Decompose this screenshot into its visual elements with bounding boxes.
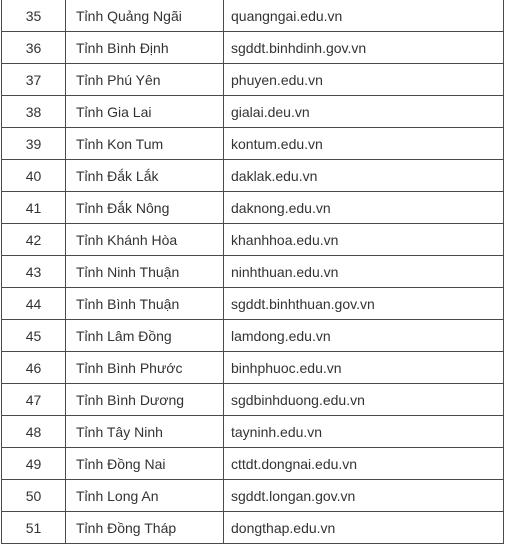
province-name: Tỉnh Gia Lai <box>66 96 224 128</box>
table-row <box>2 288 504 320</box>
website-url: daknong.edu.vn <box>224 192 504 224</box>
table-body <box>2 0 504 544</box>
website-url: sgddt.longan.gov.vn <box>224 480 504 512</box>
table-row <box>2 352 504 384</box>
province-website-table <box>1 0 504 544</box>
row-number: 37 <box>2 64 66 96</box>
row-number: 49 <box>2 448 66 480</box>
website-url: khanhhoa.edu.vn <box>224 224 504 256</box>
table-row <box>2 32 504 64</box>
table-row <box>2 384 504 416</box>
table-row <box>2 448 504 480</box>
province-name: Tỉnh Phú Yên <box>66 64 224 96</box>
website-url: sgdbinhduong.edu.vn <box>224 384 504 416</box>
province-name: Tỉnh Đồng Tháp <box>66 512 224 544</box>
table-row <box>2 96 504 128</box>
province-name: Tỉnh Bình Dương <box>66 384 224 416</box>
website-url: sgddt.binhthuan.gov.vn <box>224 288 504 320</box>
table-row <box>2 224 504 256</box>
province-name: Tỉnh Đồng Nai <box>66 448 224 480</box>
table-row <box>2 0 504 32</box>
website-url: phuyen.edu.vn <box>224 64 504 96</box>
website-url: kontum.edu.vn <box>224 128 504 160</box>
website-url: tayninh.edu.vn <box>224 416 504 448</box>
province-name: Tỉnh Bình Định <box>66 32 224 64</box>
province-name: Tỉnh Quảng Ngãi <box>66 0 224 32</box>
table-row <box>2 64 504 96</box>
row-number: 47 <box>2 384 66 416</box>
website-url: dongthap.edu.vn <box>224 512 504 544</box>
website-url: sgddt.binhdinh.gov.vn <box>224 32 504 64</box>
table-row <box>2 416 504 448</box>
row-number: 44 <box>2 288 66 320</box>
website-url: gialai.deu.vn <box>224 96 504 128</box>
province-name: Tỉnh Đắk Nông <box>66 192 224 224</box>
website-url: quangngai.edu.vn <box>224 0 504 32</box>
row-number: 40 <box>2 160 66 192</box>
row-number: 36 <box>2 32 66 64</box>
website-url: daklak.edu.vn <box>224 160 504 192</box>
table-row <box>2 480 504 512</box>
province-name: Tỉnh Bình Thuận <box>66 288 224 320</box>
website-url: cttdt.dongnai.edu.vn <box>224 448 504 480</box>
province-name: Tỉnh Long An <box>66 480 224 512</box>
province-name: Tỉnh Bình Phước <box>66 352 224 384</box>
row-number: 46 <box>2 352 66 384</box>
table-row <box>2 160 504 192</box>
row-number: 45 <box>2 320 66 352</box>
row-number: 42 <box>2 224 66 256</box>
province-name: Tỉnh Kon Tum <box>66 128 224 160</box>
row-number: 43 <box>2 256 66 288</box>
table-row <box>2 512 504 544</box>
row-number: 38 <box>2 96 66 128</box>
province-name: Tỉnh Tây Ninh <box>66 416 224 448</box>
row-number: 51 <box>2 512 66 544</box>
website-url: ninhthuan.edu.vn <box>224 256 504 288</box>
table-row <box>2 192 504 224</box>
row-number: 48 <box>2 416 66 448</box>
row-number: 39 <box>2 128 66 160</box>
website-url: binhphuoc.edu.vn <box>224 352 504 384</box>
table-row <box>2 256 504 288</box>
row-number: 50 <box>2 480 66 512</box>
website-url: lamdong.edu.vn <box>224 320 504 352</box>
province-name: Tỉnh Đắk Lắk <box>66 160 224 192</box>
province-name: Tỉnh Khánh Hòa <box>66 224 224 256</box>
table-row <box>2 320 504 352</box>
table-row <box>2 128 504 160</box>
province-name: Tỉnh Lâm Đồng <box>66 320 224 352</box>
row-number: 35 <box>2 0 66 32</box>
province-name: Tỉnh Ninh Thuận <box>66 256 224 288</box>
row-number: 41 <box>2 192 66 224</box>
